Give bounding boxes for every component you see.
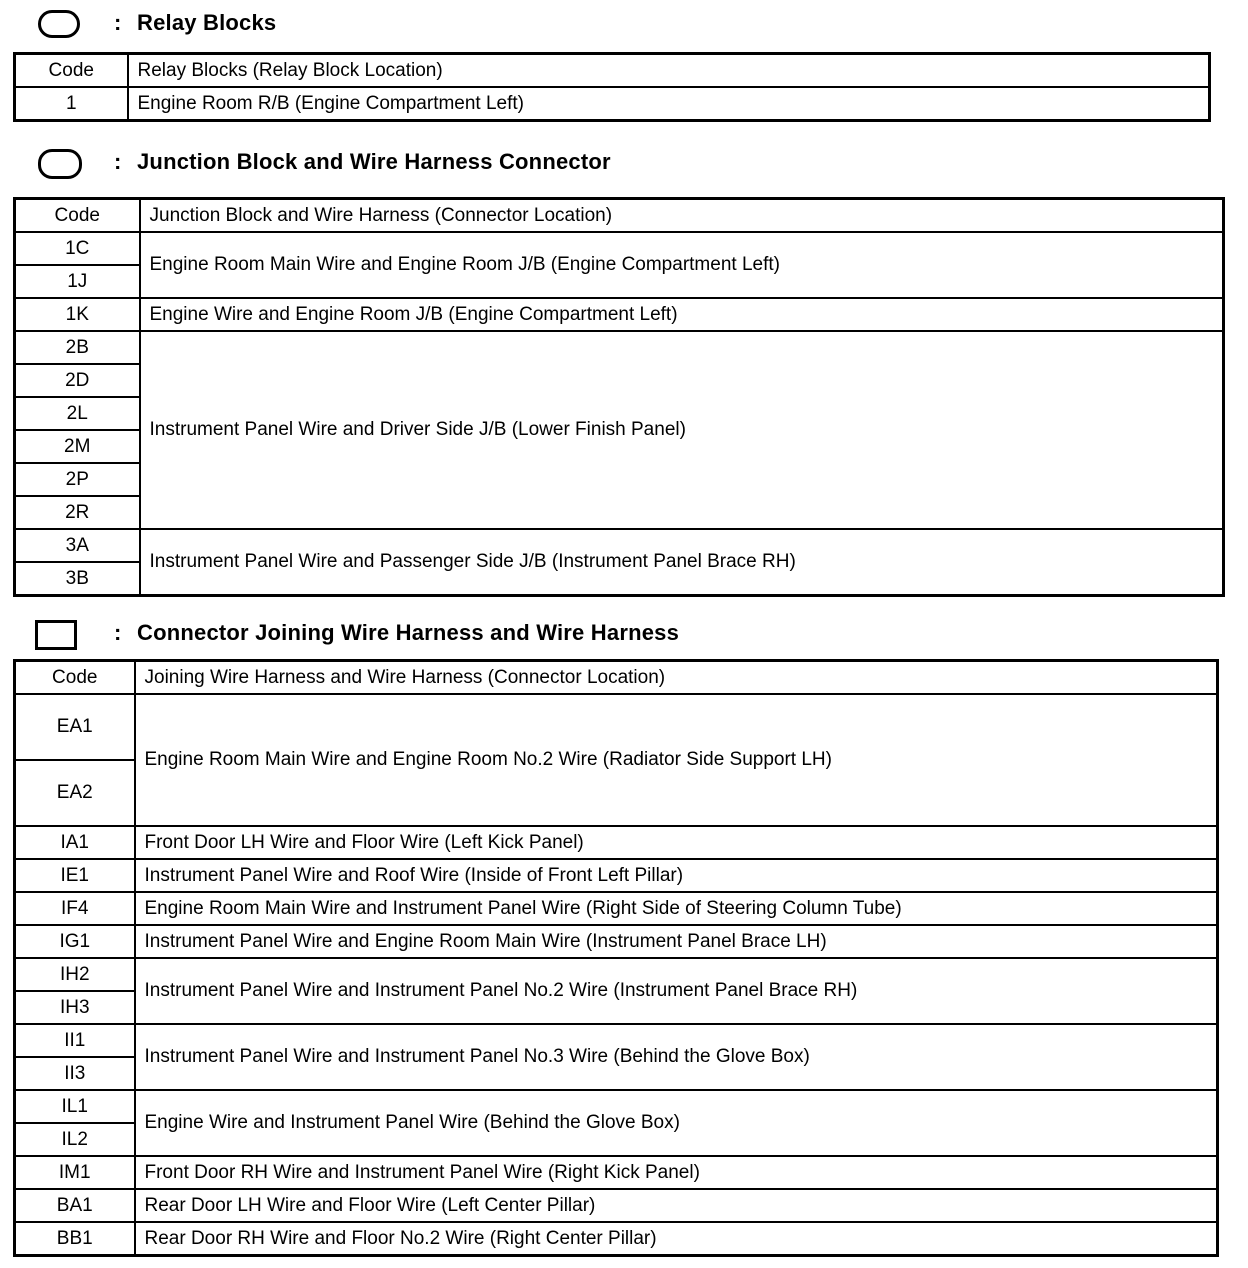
header-description: Junction Block and Wire Harness (Connector Location): [140, 199, 1224, 233]
table-row: [15, 826, 1218, 859]
location-description: Instrument Panel Wire and Passenger Side J/B (Instrument Panel Brace RH): [140, 529, 1224, 596]
table-header-row: [15, 661, 1218, 695]
section-connector-joining-heading: [0, 614, 900, 654]
header-code: Code: [15, 199, 140, 233]
table-row: [15, 1024, 1218, 1057]
location-description: Engine Room Main Wire and Instrument Panel Wire (Right Side of Steering Column Tube): [135, 892, 1218, 925]
connector-code: BB1: [15, 1222, 135, 1256]
junction-block-table: [13, 197, 1225, 597]
table-row: [15, 529, 1224, 562]
table-header-row: [15, 199, 1224, 233]
connector-code: IL2: [15, 1123, 135, 1156]
connector-code: IF4: [15, 892, 135, 925]
table-row: [15, 298, 1224, 331]
location-description: Engine Wire and Engine Room J/B (Engine Compartment Left): [140, 298, 1224, 331]
location-description: Engine Room Main Wire and Engine Room J/B (Engine Compartment Left): [140, 232, 1224, 298]
connector-code: 1: [15, 87, 128, 121]
table-row: [15, 87, 1210, 121]
location-description: Front Door LH Wire and Floor Wire (Left Kick Panel): [135, 826, 1218, 859]
section-title: Junction Block and Wire Harness Connector: [137, 149, 611, 174]
table-row: [15, 859, 1218, 892]
connector-code: 2D: [15, 364, 140, 397]
connector-code: 2L: [15, 397, 140, 430]
location-description: Engine Room R/B (Engine Compartment Left): [128, 87, 1210, 121]
table-row: [15, 232, 1224, 265]
table-row: [15, 925, 1218, 958]
table-row: [15, 1090, 1218, 1123]
connector-code: 2P: [15, 463, 140, 496]
connector-code: 2M: [15, 430, 140, 463]
connector-code: II1: [15, 1024, 135, 1057]
table-row: [15, 331, 1224, 364]
connector-code: 3B: [15, 562, 140, 596]
location-description: Front Door RH Wire and Instrument Panel Wire (Right Kick Panel): [135, 1156, 1218, 1189]
rounded-rectangle-icon: [38, 149, 82, 179]
connector-code: 1J: [15, 265, 140, 298]
location-description: Instrument Panel Wire and Instrument Panel No.2 Wire (Instrument Panel Brace RH): [135, 958, 1218, 1024]
location-description: Rear Door LH Wire and Floor Wire (Left Center Pillar): [135, 1189, 1218, 1222]
location-description: Rear Door RH Wire and Floor No.2 Wire (Right Center Pillar): [135, 1222, 1218, 1256]
section-junction-block-heading: [0, 144, 900, 184]
table-header-row: [15, 54, 1210, 88]
connector-code: 1C: [15, 232, 140, 265]
table-row: [15, 694, 1218, 760]
table-row: [15, 1189, 1218, 1222]
location-description: Engine Room Main Wire and Engine Room No.2 Wire (Radiator Side Support LH): [135, 694, 1218, 826]
connector-code: EA2: [15, 760, 135, 826]
connector-code: II3: [15, 1057, 135, 1090]
location-description: Instrument Panel Wire and Driver Side J/B (Lower Finish Panel): [140, 331, 1224, 529]
connector-code: IL1: [15, 1090, 135, 1123]
table-row: [15, 892, 1218, 925]
location-description: Instrument Panel Wire and Instrument Panel No.3 Wire (Behind the Glove Box): [135, 1024, 1218, 1090]
table-row: [15, 958, 1218, 991]
table-row: [15, 1156, 1218, 1189]
relay-blocks-table: [13, 52, 1211, 122]
heading-colon: :: [114, 620, 122, 645]
connector-joining-table: [13, 659, 1219, 1257]
location-description: Instrument Panel Wire and Roof Wire (Inside of Front Left Pillar): [135, 859, 1218, 892]
connector-code: 3A: [15, 529, 140, 562]
section-title: Relay Blocks: [137, 10, 277, 35]
header-code: Code: [15, 661, 135, 695]
rounded-rectangle-icon: [38, 10, 80, 38]
heading-colon: :: [114, 10, 122, 35]
heading-colon: :: [114, 149, 122, 174]
connector-code: IG1: [15, 925, 135, 958]
square-rectangle-icon: [35, 620, 77, 650]
location-description: Instrument Panel Wire and Engine Room Main Wire (Instrument Panel Brace LH): [135, 925, 1218, 958]
connector-code: BA1: [15, 1189, 135, 1222]
section-title: Connector Joining Wire Harness and Wire Harness: [137, 620, 680, 645]
header-description: Joining Wire Harness and Wire Harness (Connector Location): [135, 661, 1218, 695]
connector-code: 1K: [15, 298, 140, 331]
connector-code: IM1: [15, 1156, 135, 1189]
connector-code: IH2: [15, 958, 135, 991]
connector-code: IE1: [15, 859, 135, 892]
connector-code: IH3: [15, 991, 135, 1024]
connector-code: 2R: [15, 496, 140, 529]
section-relay-blocks-heading: [0, 4, 800, 44]
header-code: Code: [15, 54, 128, 88]
table-row: [15, 1222, 1218, 1256]
connector-code: EA1: [15, 694, 135, 760]
connector-code: IA1: [15, 826, 135, 859]
header-description: Relay Blocks (Relay Block Location): [128, 54, 1210, 88]
connector-code: 2B: [15, 331, 140, 364]
location-description: Engine Wire and Instrument Panel Wire (Behind the Glove Box): [135, 1090, 1218, 1156]
